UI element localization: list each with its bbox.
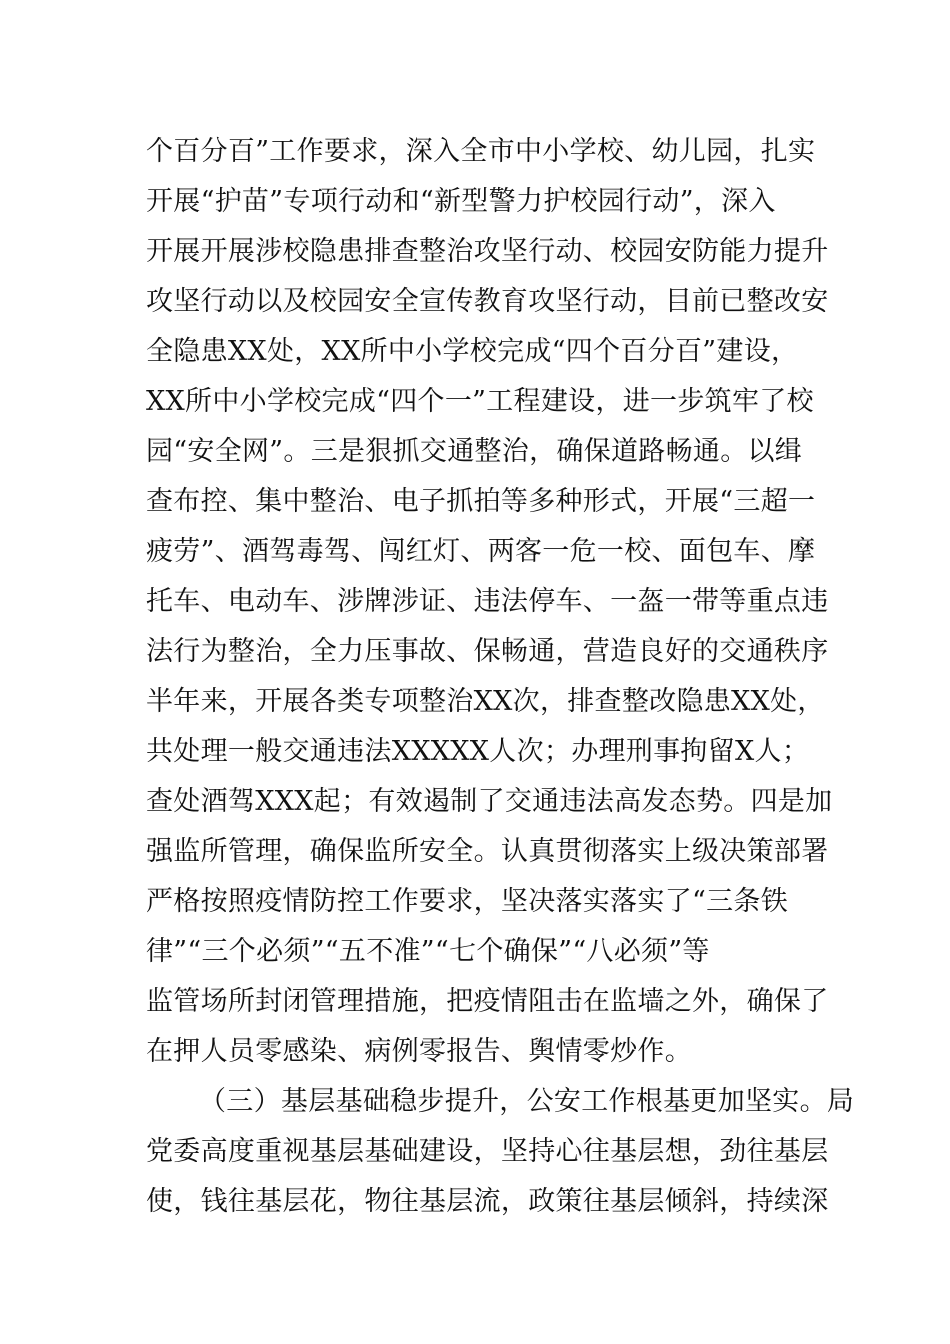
text-line: 党委高度重视基层基础建设，坚持心往基层想，劲往基层 bbox=[146, 1136, 829, 1167]
text-line: XX所中小学校完成“四个一”工程建设，进一步筑牢了校 bbox=[146, 386, 814, 417]
section-heading-line: （三）基层基础稳步提升，公安工作根基更加坚实。局 bbox=[199, 1086, 855, 1117]
text-line: 开展“护苗”专项行动和“新型警力护校园行动”，深入 bbox=[146, 186, 776, 217]
text-line: 开展开展涉校隐患排查整治攻坚行动、校园安防能力提升 bbox=[146, 236, 829, 267]
text-line: 在押人员零感染、病例零报告、舆情零炒作。 bbox=[146, 1036, 692, 1067]
text-line: 半年来，开展各类专项整治XX次，排查整改隐患XX处， bbox=[146, 686, 825, 717]
body-text bbox=[146, 127, 855, 1227]
text-line: 监管场所封闭管理措施，把疫情阻击在监墙之外，确保了 bbox=[146, 986, 829, 1017]
text-line: 全隐患XX处，XX所中小学校完成“四个百分百”建设， bbox=[146, 336, 799, 367]
text-line: 托车、电动车、涉牌涉证、违法停车、一盔一带等重点违 bbox=[146, 586, 829, 617]
text-line: 查处酒驾XXX起；有效遏制了交通违法高发态势。四是加 bbox=[146, 786, 833, 817]
text-line: 攻坚行动以及校园安全宣传教育攻坚行动，目前已整改安 bbox=[146, 286, 829, 317]
text-line: 疲劳”、酒驾毒驾、闯红灯、两客一危一校、面包车、摩 bbox=[146, 536, 816, 567]
text-line: 个百分百”工作要求，深入全市中小学校、幼儿园，扎实 bbox=[146, 136, 816, 167]
text-line: 园“安全网”。三是狠抓交通整治，确保道路畅通。以缉 bbox=[146, 436, 803, 467]
text-line: 法行为整治，全力压事故、保畅通，营造良好的交通秩序 bbox=[146, 636, 829, 667]
text-line: 查布控、集中整治、电子抓拍等多种形式，开展“三超一 bbox=[146, 486, 816, 517]
text-line: 使，钱往基层花，物往基层流，政策往基层倾斜，持续深 bbox=[146, 1186, 829, 1217]
text-line: 强监所管理，确保监所安全。认真贯彻落实上级决策部署 bbox=[146, 836, 829, 867]
text-line: 严格按照疫情防控工作要求，坚决落实落实了“三条铁 bbox=[146, 886, 789, 917]
text-line: 律”“三个必须”“五不准”“七个确保”“八必须”等 bbox=[146, 936, 710, 967]
text-line: 共处理一般交通违法XXXXX人次；办理刑事拘留X人； bbox=[146, 736, 810, 767]
